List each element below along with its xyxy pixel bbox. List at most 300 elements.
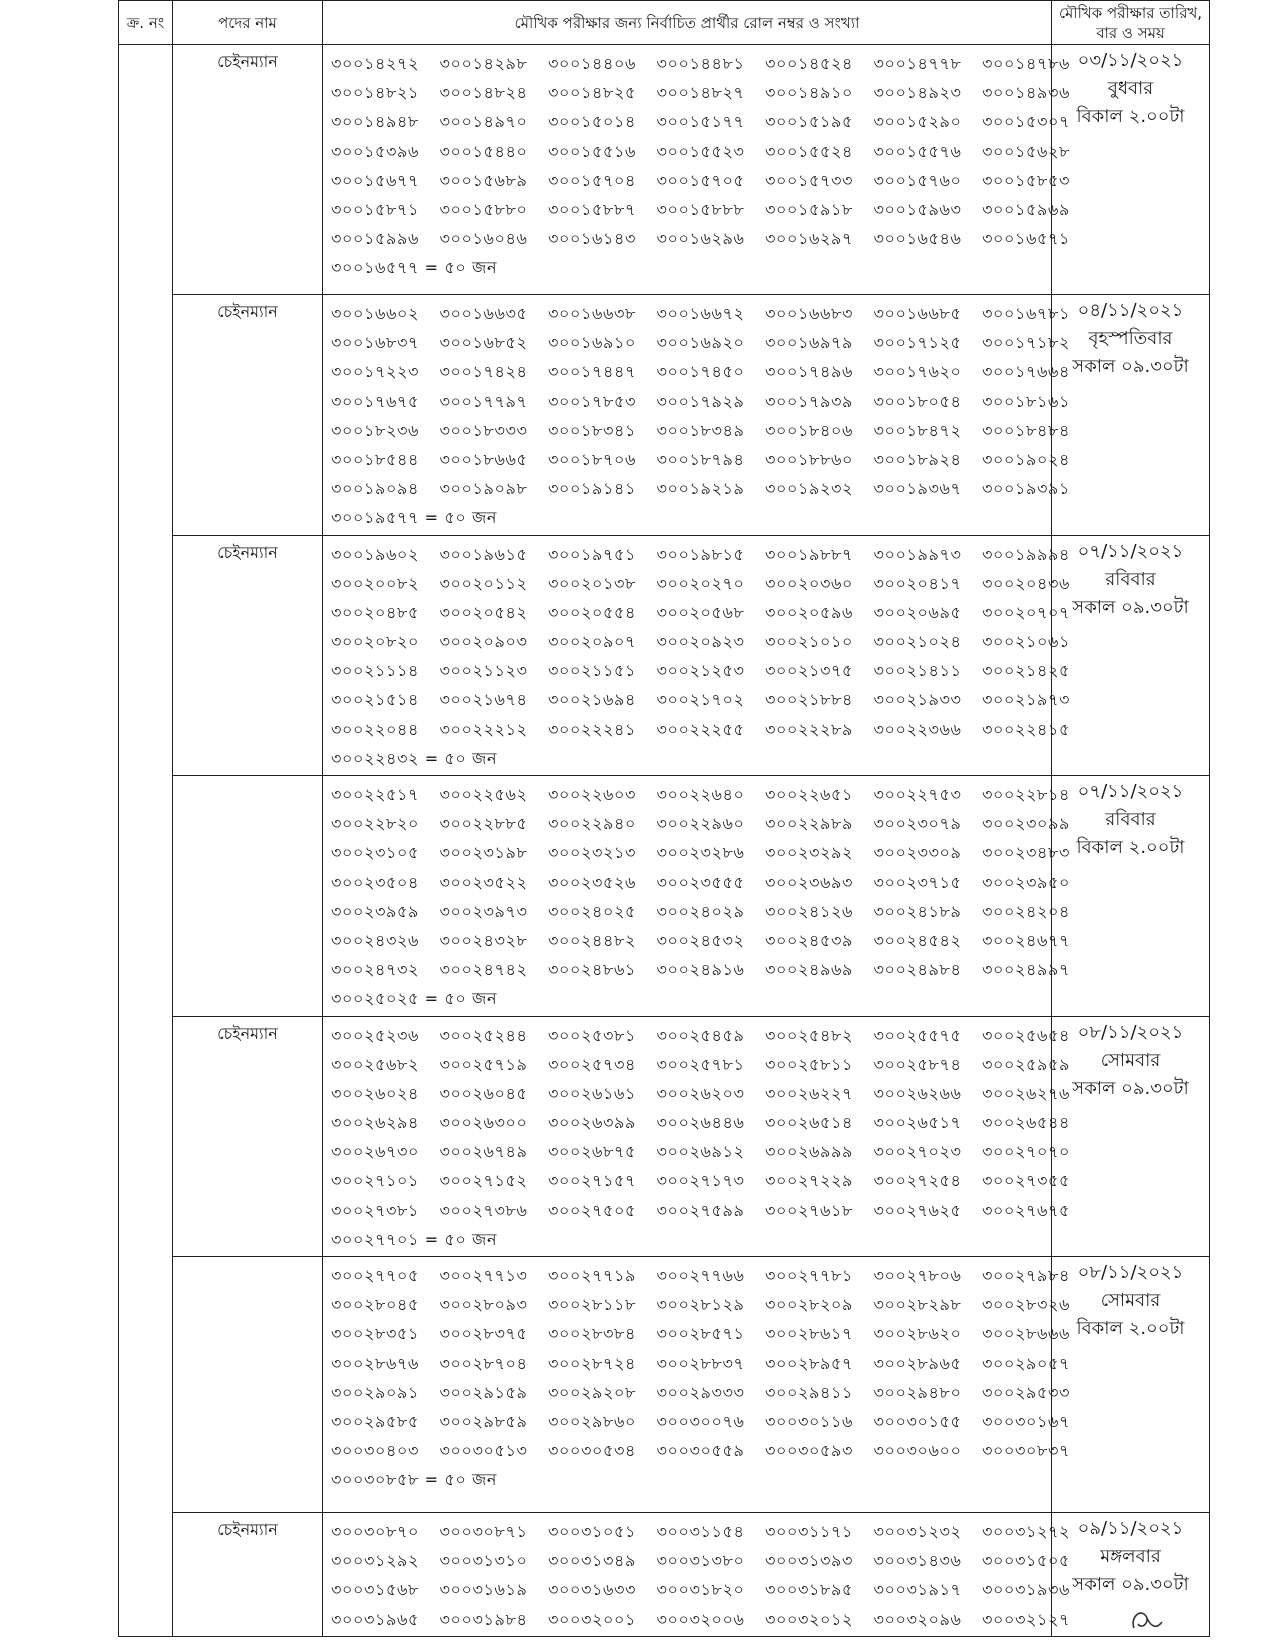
roll-number: ৩০০২৭০২৩ — [873, 1142, 962, 1162]
roll-number: ৩০০১৫৫২৩ — [656, 141, 745, 161]
roll-number: ৩০০১৪৪৮১ — [656, 54, 745, 73]
roll-numbers-cell — [323, 535, 1071, 776]
roll-number: ৩০০১৮৭০৬ — [548, 449, 636, 469]
roll-number: ৩০০২৭৭০৫ — [331, 1266, 420, 1285]
roll-number: ৩০০১৫৮৭১ — [331, 199, 419, 219]
roll-number: ৩০০২৮৬২০ — [873, 1324, 962, 1344]
roll-number: ৩০০৩০৮৩৭ — [982, 1441, 1071, 1461]
roll-number: ৩০০৩১৫০৫ — [982, 1551, 1070, 1571]
roll-number: ৩০০১৪৪০৬ — [548, 54, 636, 73]
roll-number-line — [331, 1605, 1071, 1634]
roll-number: ৩০০২৩৬৯৩ — [765, 872, 854, 892]
roll-number: ৩০০১৫৫৭৬ — [873, 141, 962, 161]
roll-number: ৩০০২১৯৩৩ — [873, 690, 962, 710]
roll-number-line — [331, 780, 1070, 809]
exam-date: ০৮/১১/২০২১ — [1077, 1021, 1184, 1043]
roll-number-line — [331, 1465, 1049, 1494]
roll-number: ৩০০১৪৮২৫ — [548, 83, 636, 103]
roll-number-line — [331, 503, 1049, 532]
roll-number: ৩০০২৬০৪৫ — [439, 1083, 528, 1103]
roll-number: ৩০০২৮০৯৩ — [439, 1295, 528, 1315]
roll-number: ৩০০৩০৫৩৪ — [548, 1441, 636, 1461]
roll-number: ৩০০২২৮২০ — [331, 814, 420, 834]
roll-number: ৩০০২০৬৯৫ — [873, 602, 962, 622]
roll-number: ৩০০২৫২৪৪ — [439, 1025, 528, 1045]
roll-number: ৩০০২০৯০৩ — [439, 632, 528, 652]
roll-number: ৩০০২২০৪৪ — [331, 719, 419, 739]
roll-number: ৩০০১৫১৭৭ — [656, 112, 745, 132]
roll-number-line — [331, 685, 1070, 714]
roll-number-line — [331, 656, 1070, 685]
roll-number: ৩০০৩১২৯২ — [331, 1551, 419, 1571]
roll-number: ৩০০৩০০৭৬ — [656, 1411, 745, 1431]
roll-number: ৩০০১৬৫৭১ — [982, 229, 1070, 249]
roll-number: ৩০০৩১৪৩৬ — [873, 1551, 962, 1571]
roll-number: ৩০০২৩২১৩ — [548, 843, 637, 863]
roll-number-line — [331, 1378, 1070, 1407]
roll-number-line — [331, 1021, 1070, 1050]
roll-number: ৩০০২৫৮১১ — [765, 1054, 853, 1074]
roll-number: ৩০০২২৬৫১ — [765, 785, 853, 804]
roll-number-line — [331, 1225, 1049, 1254]
roll-number: ৩০০৩০৬০০ — [873, 1441, 962, 1461]
roll-number: ৩০০২৫৫৭৫ — [873, 1025, 962, 1045]
roll-number: ৩০০১৪৫২৪ — [765, 54, 853, 73]
roll-number: ৩০০১৫৭৩৩ — [765, 170, 853, 190]
roll-number: ৩০০৩২০১২ — [765, 1609, 854, 1629]
roll-number: ৩০০২৬৯৯৯ — [765, 1142, 853, 1162]
roll-number: ৩০০৩১৯৬৫ — [331, 1609, 419, 1629]
roll-number-line — [331, 1290, 1071, 1319]
roll-number: ৩০০২৯০৯১ — [331, 1382, 419, 1402]
roll-number: ৩০০২৬৭৪৯ — [439, 1142, 528, 1162]
roll-number: ৩০০৩১৮৯৫ — [765, 1580, 853, 1600]
roll-number: ৩০০২৭৭৬৬ — [656, 1266, 745, 1285]
roll-number: ৩০০১৫৬৭৭ — [331, 170, 419, 190]
roll-number: ৩০০১৭৪৯৬ — [765, 362, 853, 382]
roll-number: ৩০০২০১১২ — [439, 573, 528, 593]
roll-number: ৩০০২৬০২৪ — [331, 1083, 420, 1103]
roll-number: ৩০০৩০৮৭০ — [331, 1522, 420, 1541]
roll-number: ৩০০১৫৭৬০ — [873, 170, 962, 190]
roll-number: ৩০০১৬৬৮৫ — [873, 304, 962, 323]
roll-number: ৩০০২৩৫০৪ — [331, 872, 419, 892]
roll-number-line — [331, 1407, 1071, 1436]
table-body — [119, 45, 1210, 1637]
post-name-cell: চেইনম্যান — [173, 45, 323, 295]
roll-number: ৩০০৩২১২৭ — [982, 1609, 1071, 1629]
roll-numbers-cell — [323, 45, 1070, 295]
roll-number-line — [331, 1079, 1071, 1108]
roll-number: ৩০০২২২১২ — [439, 719, 528, 739]
roll-number: ৩০০২৪৪৮২ — [548, 930, 636, 950]
roll-number: ৩০০২৮১১৮ — [548, 1295, 636, 1315]
exam-time: সকাল ০৯.৩০টা — [1072, 356, 1189, 377]
roll-number-line — [331, 166, 1070, 195]
roll-number: ৩০০২০০৮২ — [331, 573, 420, 593]
roll-number: ৩০০১৪৯৩৬ — [982, 83, 1070, 103]
roll-numbers-cell — [323, 1257, 1071, 1513]
roll-number: ৩০০২০৫৫৪ — [548, 602, 636, 622]
roll-number: ৩০০২৪৭৪২ — [439, 960, 528, 980]
roll-number-line — [331, 868, 1070, 897]
roll-number: ৩০০২১৫১৪ — [331, 690, 419, 710]
roll-number: ৩০০২৭২২৯ — [765, 1171, 854, 1191]
exam-time: বিকাল ২.০০টা — [1076, 106, 1185, 127]
roll-number: ৩০০১৯৩৬৭ — [873, 479, 962, 499]
roll-number: ৩০০২৭৯৮৪ — [982, 1266, 1070, 1285]
exam-day: বুধবার — [1107, 78, 1154, 99]
roll-number: ৩০০১৭১২৫ — [873, 333, 962, 353]
roll-number-line — [331, 1319, 1071, 1348]
roll-number-line — [331, 416, 1070, 445]
roll-number-line — [331, 744, 1049, 773]
roll-number: ৩০০২৬৭৩০ — [331, 1142, 420, 1162]
roll-number: ৩০০৩০৫৯৩ — [765, 1441, 853, 1461]
roll-number: ৩০০২০৮২০ — [331, 632, 420, 652]
roll-number: ৩০০২৪০২৯ — [656, 901, 745, 921]
roll-number: ৩০০৩১৩৪৯ — [548, 1551, 636, 1571]
roll-number: ৩০০১৯২৩২ — [765, 479, 853, 499]
roll-number: ৩০০২২৫১৭ — [331, 785, 419, 804]
post-name-cell: চেইনম্যান — [173, 1513, 323, 1637]
roll-number: ৩০০২৬২৭৬ — [982, 1083, 1071, 1103]
roll-number: ৩০০১৬৯২০ — [656, 333, 745, 353]
roll-number: ৩০০১৬৭৮১ — [982, 304, 1070, 323]
roll-number: ৩০০১৬৬৩৫ — [439, 304, 528, 323]
roll-number: ৩০০২৮৩৭৫ — [439, 1324, 528, 1344]
roll-number: ৩০০২৮৩৮৪ — [548, 1324, 636, 1344]
roll-number: ৩০০২০১৩৮ — [548, 573, 636, 593]
roll-number: ৩০০১৪৮২৪ — [439, 83, 528, 103]
roll-number: ৩০০২০৪১৭ — [873, 573, 962, 593]
roll-number-line — [331, 253, 1049, 282]
post-name-cell: চেইনম্যান — [173, 295, 323, 536]
roll-number: ৩০০২৪৩২৬ — [331, 930, 420, 950]
roll-number: ৩০০১৫৭০৫ — [656, 170, 745, 190]
roll-number: ৩০০৩০১৫৫ — [873, 1411, 962, 1431]
roll-number: ৩০০২৪৯৯৭ — [982, 960, 1070, 980]
roll-number: ৩০০২৮২৯৮ — [873, 1295, 962, 1315]
roll-number: ৩০০২৭৭০১ = ৫০ জন — [331, 1229, 498, 1249]
schedule-group-row — [119, 1016, 1210, 1257]
serial-cell — [119, 45, 173, 1637]
post-name-cell — [173, 1257, 323, 1513]
roll-number: ৩০০২৬৯১২ — [656, 1142, 745, 1162]
roll-number: ৩০০১৫৩০৭ — [982, 112, 1070, 132]
schedule-group-row — [119, 1513, 1210, 1637]
roll-number: ৩০০২৬২৬৬ — [873, 1083, 962, 1103]
roll-number: ৩০০৩০৫১৩ — [439, 1441, 528, 1461]
roll-number: ৩০০৩১০৫১ — [548, 1522, 636, 1541]
roll-number: ৩০০২১৪২৫ — [982, 661, 1070, 681]
roll-number: ৩০০১৯৮৮৭ — [765, 544, 853, 564]
roll-number: ৩০০১৮৪৭২ — [873, 420, 962, 440]
roll-number: ৩০০২৮৩২৬ — [982, 1295, 1071, 1315]
schedule-group-row — [119, 45, 1210, 295]
roll-number-line — [331, 1108, 1070, 1137]
roll-number: ৩০০২১৮৮৪ — [765, 690, 853, 710]
roll-number: ৩০০১৫৫১৬ — [548, 141, 636, 161]
roll-number: ৩০০২৭৬২৫ — [873, 1200, 962, 1220]
roll-number: ৩০০২৬৫১৭ — [873, 1113, 962, 1133]
roll-number: ৩০০১৫৩৯৬ — [331, 141, 419, 161]
roll-number-line — [331, 1166, 1070, 1195]
roll-number: ৩০০২৭১০১ — [331, 1171, 419, 1191]
roll-number: ৩০০১৫৮৮৮ — [656, 199, 745, 219]
roll-number: ৩০০২৯৮৫৯ — [439, 1411, 528, 1431]
roll-number: ৩০০৩২০০৬ — [656, 1609, 745, 1629]
post-name-cell — [173, 776, 323, 1017]
roll-number: ৩০০২৪৯৬৯ — [765, 960, 853, 980]
roll-numbers-cell — [323, 295, 1070, 536]
roll-number: ৩০০২৭১৭৩ — [656, 1171, 745, 1191]
roll-number: ৩০০২৬১৬১ — [548, 1083, 636, 1103]
roll-number: ৩০০১৮৯২৪ — [873, 449, 962, 469]
roll-number-line — [331, 299, 1070, 328]
roll-number: ৩০০১৬৬৮৩ — [765, 304, 853, 323]
roll-number-line — [331, 1436, 1071, 1465]
roll-number: ৩০০২৭১৫৭ — [548, 1171, 636, 1191]
roll-number: ৩০০১৬২৯৬ — [656, 229, 745, 249]
roll-number: ৩০০২২৬৪০ — [656, 785, 745, 804]
roll-number: ৩০০১৭৪৫০ — [656, 362, 745, 382]
schedule-group-row — [119, 776, 1210, 1017]
roll-number: ৩০০২২৬০৩ — [548, 785, 637, 804]
roll-number: ৩০০২০৪৩৬ — [982, 573, 1071, 593]
roll-number: ৩০০২৫৭১৯ — [439, 1054, 528, 1074]
roll-number: ৩০০২৫৪৮২ — [765, 1025, 853, 1045]
roll-number: ৩০০২৩০৭৯ — [873, 814, 962, 834]
roll-number: ৩০০২৭৭৮১ — [765, 1266, 853, 1285]
roll-number: ৩০০২৫৬৮২ — [331, 1054, 419, 1074]
roll-number: ৩০০১৮৩৪১ — [548, 420, 636, 440]
roll-number: ৩০০৩০৮৭১ — [439, 1522, 528, 1541]
roll-number: ৩০০২২৪১৫ — [982, 719, 1070, 739]
roll-number: ৩০০২৫৭৩৪ — [548, 1054, 636, 1074]
roll-number: ৩০০২৪৫৩৯ — [765, 930, 853, 950]
roll-number: ৩০০২১৪১১ — [873, 661, 962, 681]
roll-number: ৩০০২৭৮০৬ — [873, 1266, 962, 1285]
roll-number: ৩০০২৬২০৩ — [656, 1083, 745, 1103]
exam-date: ০৭/১১/২০২১ — [1077, 540, 1184, 562]
roll-number: ৩০০২৮৯৫৭ — [765, 1353, 853, 1373]
roll-number: ৩০০২৯০৫৭ — [982, 1353, 1070, 1373]
header-serial: ক্র. নং — [119, 1, 173, 45]
roll-number: ৩০০৩১২৭২ — [982, 1522, 1071, 1541]
roll-number: ৩০০২৩০৯৯ — [982, 814, 1070, 834]
roll-number-line — [331, 627, 1070, 656]
roll-number: ৩০০২২৮৮৫ — [439, 814, 528, 834]
roll-number: ৩০০১৮২৩৬ — [331, 420, 419, 440]
roll-number: ৩০০২০৪৮৫ — [331, 602, 419, 622]
roll-number: ৩০০২২৩৬৬ — [873, 719, 962, 739]
roll-number-line — [331, 1546, 1070, 1575]
roll-number: ৩০০২৪৫৪২ — [873, 930, 962, 950]
roll-number: ৩০০১৫১৯৫ — [765, 112, 853, 132]
roll-numbers-cell — [323, 1513, 1071, 1637]
roll-number: ৩০০৩১৯৮৪ — [439, 1609, 528, 1629]
roll-number: ৩০০১৫৬৮৯ — [439, 170, 528, 190]
roll-number: ৩০০১৫০১৪ — [548, 112, 636, 132]
exam-time: বিকাল ২.০০টা — [1076, 837, 1185, 858]
roll-number: ৩০০২৪৯৮৪ — [873, 960, 962, 980]
roll-number: ৩০০২৫০২৫ = ৫০ জন — [331, 989, 498, 1009]
roll-number: ৩০০২০২৭০ — [656, 573, 745, 593]
roll-number: ৩০০২৩৫৫৫ — [656, 872, 745, 892]
roll-number-line — [331, 357, 1070, 386]
roll-number: ৩০০২৭৫৯৯ — [656, 1200, 745, 1220]
roll-number: ৩০০২২২৪১ — [548, 719, 636, 739]
roll-number-line — [331, 838, 1070, 867]
roll-number: ৩০০২৭২৫৪ — [873, 1171, 962, 1191]
exam-date: ০৮/১১/২০২১ — [1077, 1262, 1184, 1283]
roll-number: ৩০০১৮১৬১ — [982, 391, 1070, 411]
roll-number: ৩০০২১৬৭৪ — [439, 690, 528, 710]
roll-number: ৩০০২৮৫৭১ — [656, 1324, 745, 1344]
roll-number: ৩০০২৪৭৩২ — [331, 960, 420, 980]
roll-number: ৩০০১৯৮১৫ — [656, 544, 745, 564]
roll-number: ৩০০২৭৩৮১ — [331, 1200, 419, 1220]
roll-number: ৩০০১৬১৪৩ — [548, 229, 636, 249]
roll-number: ৩০০১৫৮৫৩ — [982, 170, 1070, 190]
roll-number: ৩০০২১০১০ — [765, 632, 853, 652]
roll-number: ৩০০২৩৯৫৯ — [331, 901, 419, 921]
roll-number: ৩০০৩১১৫৪ — [656, 1522, 745, 1541]
roll-number: ৩০০২২২৮৯ — [765, 719, 853, 739]
roll-number: ৩০০২৬৫৪৪ — [982, 1113, 1070, 1133]
roll-number: ৩০০২২৯৪০ — [548, 814, 636, 834]
roll-number: ৩০০১৬৯৭৯ — [765, 333, 853, 353]
roll-number-line — [331, 1261, 1070, 1290]
roll-number: ৩০০২৪২০৪ — [982, 901, 1070, 921]
roll-number-line — [331, 107, 1070, 136]
roll-number-line — [331, 569, 1071, 598]
roll-number: ৩০০২৪৫৩২ — [656, 930, 745, 950]
roll-number: ৩০০১৫৯৬৯ — [982, 199, 1070, 219]
roll-number-line — [331, 387, 1070, 416]
post-name-cell: চেইনম্যান — [173, 1016, 323, 1257]
roll-number-line — [331, 984, 1049, 1013]
roll-number: ৩০০১৬৬৭২ — [656, 304, 745, 323]
exam-time: সকাল ০৯.৩০টা — [1072, 1077, 1189, 1099]
roll-number: ৩০০১৯৬০২ — [331, 544, 419, 564]
roll-number: ৩০০১৯২১৯ — [656, 479, 745, 499]
roll-number: ৩০০২২৯৬০ — [656, 814, 745, 834]
exam-day: সোমবার — [1100, 1290, 1161, 1311]
roll-number: ৩০০১৭৪৪৭ — [548, 362, 636, 382]
roll-number-line — [331, 445, 1070, 474]
roll-number-line — [331, 1137, 1071, 1166]
roll-number-line — [331, 540, 1070, 569]
roll-number: ৩০০২৪১২৬ — [765, 901, 853, 921]
roll-number: ৩০০২৮৮৩৭ — [656, 1353, 745, 1373]
roll-number: ৩০০২৫৩৮১ — [548, 1025, 636, 1045]
header-row — [119, 1, 1210, 45]
exam-date: ০৩/১১/২০২১ — [1077, 50, 1184, 71]
roll-number: ৩০০১৬২৯৭ — [765, 229, 853, 249]
roll-number: ৩০০৩২০৯৬ — [873, 1609, 962, 1629]
roll-number: ৩০০২২৯৮৯ — [765, 814, 853, 834]
roll-number: ৩০০২১০৬১ — [982, 632, 1070, 652]
roll-number: ৩০০২০৫৯৬ — [765, 602, 853, 622]
roll-number-line — [331, 926, 1071, 955]
roll-number: ৩০০১৫৪৪০ — [439, 141, 528, 161]
roll-number: ৩০০২৬৩৯৯ — [548, 1113, 636, 1133]
roll-number: ৩০০১৫২৯০ — [873, 112, 962, 132]
roll-number-line — [331, 809, 1070, 838]
roll-number: ৩০০২৬২২৭ — [765, 1083, 854, 1103]
roll-number: ৩০০২৩৫২২ — [439, 872, 528, 892]
roll-number: ৩০০২৭৫০৫ — [548, 1200, 636, 1220]
roll-number: ৩০০২৯১৫৯ — [439, 1382, 528, 1402]
schedule-group-row — [119, 535, 1210, 776]
roll-number: ৩০০২৮৭০৪ — [439, 1353, 528, 1373]
roll-number: ৩০০২৬২৯৪ — [331, 1113, 419, 1133]
roll-number: ৩০০৩০১১৬ — [765, 1411, 853, 1431]
roll-number: ৩০০১৫৯১৮ — [765, 199, 853, 219]
roll-number-line — [331, 328, 1070, 357]
roll-number: ৩০০২৪৩২৮ — [439, 930, 528, 950]
roll-number: ৩০০২৭৬১৮ — [765, 1200, 853, 1220]
roll-number: ৩০০২৭১৫২ — [439, 1171, 528, 1191]
roll-number: ৩০০১৯৩৯১ — [982, 479, 1070, 499]
roll-number: ৩০০২১৯৭৩ — [982, 690, 1070, 710]
roll-number: ৩০০১৫৭০৪ — [548, 170, 636, 190]
roll-number: ৩০০১৮০৫৪ — [873, 391, 962, 411]
roll-number: ৩০০২৭৭১৯ — [548, 1266, 636, 1285]
roll-number: ৩০০১৭৮৫৩ — [548, 391, 636, 411]
roll-number: ৩০০১৯৫৭৭ = ৫০ জন — [331, 508, 498, 528]
roll-number: ৩০০২৩৭১৫ — [873, 872, 962, 892]
roll-number: ৩০০১৯৯৭৩ — [873, 544, 962, 564]
roll-number: ৩০০২৮২০৯ — [765, 1295, 853, 1315]
roll-number: ৩০০১৭৪২৪ — [439, 362, 528, 382]
roll-number: ৩০০১৭২২৩ — [331, 362, 420, 382]
exam-time: বিকাল ২.০০টা — [1076, 1318, 1185, 1339]
roll-number: ৩০০২৬৪৪৬ — [656, 1113, 745, 1133]
schedule-group-row — [119, 1257, 1210, 1513]
roll-number: ৩০০২৯৮৬০ — [548, 1411, 636, 1431]
roll-number: ৩০০১৭৭৯৭ — [439, 391, 528, 411]
roll-number: ৩০০৩১৯১৭ — [873, 1580, 962, 1600]
roll-number: ৩০০২১৬৯৪ — [548, 690, 636, 710]
roll-number: ৩০০১৮৭৯৪ — [656, 449, 745, 469]
exam-day: সোমবার — [1100, 1049, 1161, 1071]
roll-number: ৩০০২৯২০৮ — [548, 1382, 636, 1402]
roll-number: ৩০০২৮১২৯ — [656, 1295, 745, 1315]
roll-number: ৩০০২৫৮৭৪ — [873, 1054, 962, 1074]
exam-time: সকাল ০৯.৩০টা — [1072, 596, 1189, 618]
roll-number: ৩০০২১১৫১ — [548, 661, 636, 681]
roll-number: ৩০০২৮৭২৪ — [548, 1353, 636, 1373]
roll-number: ৩০০৩১৫৬৮ — [331, 1580, 419, 1600]
roll-number: ৩০০১৫৫২৪ — [765, 141, 853, 161]
roll-number: ৩০০৩২০০১ — [548, 1609, 637, 1629]
roll-number: ৩০০২৪৬৭৭ — [982, 930, 1071, 950]
roll-number: ৩০০২১১১৪ — [331, 661, 419, 681]
roll-numbers-cell — [323, 776, 1071, 1017]
roll-number: ৩০০১৭৯২৯ — [656, 391, 745, 411]
roll-number: ৩০০২১৭০২ — [656, 690, 745, 710]
roll-number: ৩০০২৩২৮৬ — [656, 843, 745, 863]
exam-date: ০৪/১১/২০২১ — [1077, 300, 1184, 321]
roll-number-line — [331, 955, 1070, 984]
roll-number: ৩০০২৭৭১৩ — [439, 1266, 528, 1285]
roll-number: ৩০০১৬০৪৬ — [439, 229, 528, 249]
roll-number-line — [331, 474, 1070, 503]
roll-number: ৩০০২৮৬৭৬ — [331, 1353, 420, 1373]
